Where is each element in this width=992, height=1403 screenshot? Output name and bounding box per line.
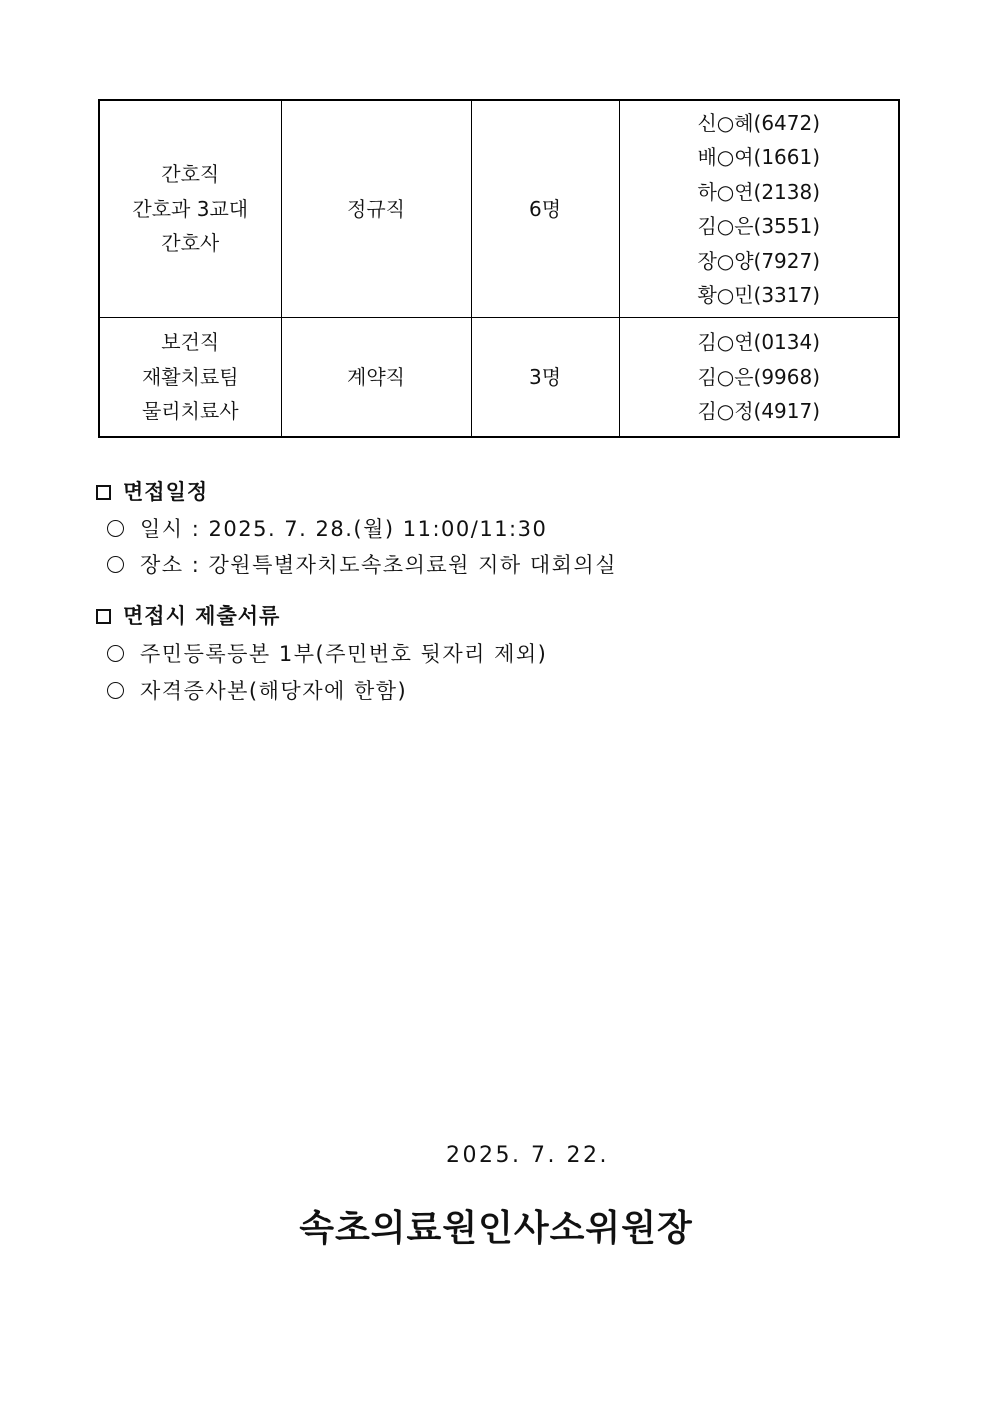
- employment-type-cell: 계약직: [281, 318, 471, 438]
- position-line: 보건직: [161, 330, 220, 355]
- document-item: [107, 638, 547, 668]
- applicant: 하○연(2138): [697, 179, 821, 204]
- schedule-item-text: 일시 : 2025. 7. 28.(월) 11:00/11:30: [140, 517, 548, 541]
- applicant: 황○민(3317): [697, 283, 821, 307]
- documents-heading: [96, 600, 280, 630]
- applicant: 김○정(4917): [697, 399, 821, 424]
- applicant: 배○여(1661): [697, 145, 821, 169]
- square-bullet-icon: [96, 609, 111, 624]
- circle-bullet-icon: [107, 682, 124, 699]
- documents-heading-text: 면접시 제출서류: [123, 604, 281, 628]
- count-cell: 3명: [471, 318, 619, 438]
- schedule-item-text: 장소 : 강원특별자치도속초의료원 지하 대회의실: [140, 553, 617, 577]
- signature-title: 속초의료원인사소위원장: [299, 1208, 693, 1249]
- schedule-item: [107, 513, 547, 543]
- square-bullet-icon: [96, 485, 111, 500]
- table-row: [99, 318, 899, 438]
- position-line: 간호과 3교대: [132, 196, 249, 221]
- applicant: 신○혜(6472): [697, 110, 821, 135]
- circle-bullet-icon: [107, 645, 124, 662]
- results-table: [98, 99, 900, 438]
- document-item: [107, 675, 407, 705]
- applicants-cell: [619, 318, 899, 438]
- count-cell: 6명: [471, 100, 619, 318]
- table-row: [99, 100, 899, 318]
- applicants-cell: [619, 100, 899, 318]
- circle-bullet-icon: [107, 520, 124, 537]
- applicant: 김○은(3551): [697, 214, 821, 238]
- schedule-item: [107, 549, 617, 579]
- applicant: 장○양(7927): [697, 248, 821, 273]
- issue-date: 2025. 7. 22.: [446, 1143, 609, 1168]
- document-item-text: 자격증사본(해당자에 한함): [140, 679, 408, 703]
- circle-bullet-icon: [107, 556, 124, 573]
- employment-type-cell: 정규직: [281, 100, 471, 318]
- applicant: 김○은(9968): [697, 364, 821, 389]
- position-cell: [99, 100, 281, 318]
- position-line: 재활치료팀: [141, 364, 239, 389]
- position-cell: [99, 318, 281, 438]
- position-line: 간호직: [161, 162, 220, 187]
- document-item-text: 주민등록등본 1부(주민번호 뒷자리 제외): [140, 642, 548, 666]
- position-line: 간호사: [161, 231, 220, 256]
- schedule-heading: [96, 476, 208, 506]
- schedule-heading-text: 면접일정: [123, 480, 209, 504]
- applicant: 김○연(0134): [697, 330, 821, 355]
- position-line: 물리치료사: [141, 399, 239, 424]
